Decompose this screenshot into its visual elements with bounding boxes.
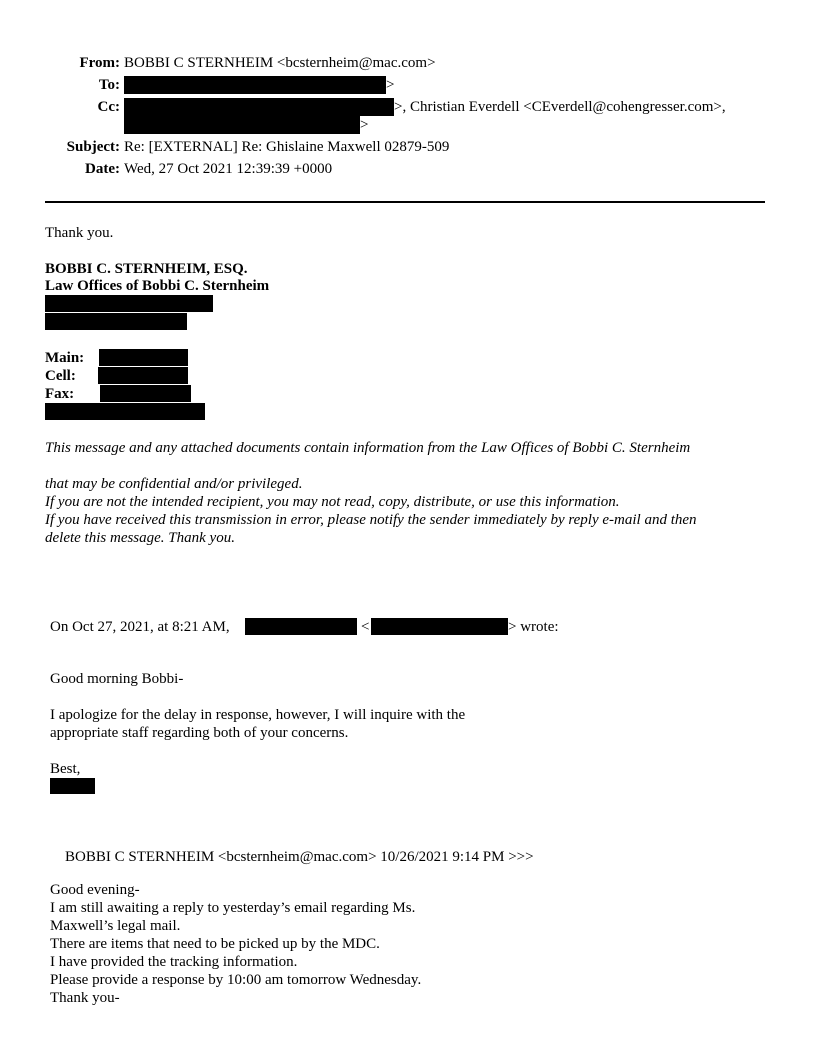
thank-you-text: Thank you.	[45, 225, 114, 241]
redaction-address-2	[45, 313, 187, 330]
cc-suffix: >, Christian Everdell <CEverdell@cohengresser.com>,	[394, 99, 726, 115]
redaction-address-1	[45, 295, 213, 312]
subject-value: Re: [EXTERNAL] Re: Ghislaine Maxwell 02879-509	[124, 139, 450, 155]
disclaimer-line-3: If you are not the intended recipient, you may not read, copy, distribute, or use this information.	[45, 494, 620, 510]
quote2-line-6: Please provide a response by 10:00 am tomorrow Wednesday.	[50, 972, 422, 988]
disclaimer-line-1: This message and any attached documents contain information from the Law Offices of Bobbi C. Sternheim	[45, 440, 691, 456]
fax-label: Fax:	[45, 386, 75, 402]
redaction-email	[45, 403, 205, 420]
disclaimer-line-4: If you have received this transmission in error, please notify the sender immediately by reply e-mail and then	[45, 512, 697, 528]
date-label: Date:	[85, 161, 120, 177]
signature-name: BOBBI C. STERNHEIM, ESQ.	[45, 261, 248, 277]
redaction-cc-1	[124, 98, 394, 116]
quote2-line-2: I am still awaiting a reply to yesterday’s email regarding Ms.	[50, 900, 416, 916]
redaction-cell	[98, 367, 188, 384]
quote2-line-1: Good evening-	[50, 882, 140, 898]
quote-intro-mid: <	[361, 619, 370, 635]
redaction-main	[99, 349, 188, 366]
cc-label: Cc:	[97, 99, 120, 115]
quote-line-1: I apologize for the delay in response, however, I will inquire with the	[50, 707, 466, 723]
redaction-cc-2	[124, 116, 360, 134]
main-label: Main:	[45, 350, 85, 366]
quote-line-2: appropriate staff regarding both of your concerns.	[50, 725, 349, 741]
subject-label: Subject:	[66, 139, 120, 155]
quote2-line-4: There are items that need to be picked up by the MDC.	[50, 936, 380, 952]
date-value: Wed, 27 Oct 2021 12:39:39 +0000	[124, 161, 333, 177]
to-suffix: >	[386, 77, 395, 93]
cell-label: Cell:	[45, 368, 76, 384]
redaction-sender-email	[371, 618, 508, 635]
quote-intro-suffix: > wrote:	[508, 619, 559, 635]
quote-greeting: Good morning Bobbi-	[50, 671, 184, 687]
redaction-to	[124, 76, 386, 94]
quote2-header: BOBBI C STERNHEIM <bcsternheim@mac.com> 10/26/2021 9:14 PM >>>	[65, 849, 534, 865]
redaction-signoff-name	[50, 778, 95, 794]
signature-firm: Law Offices of Bobbi C. Sternheim	[45, 278, 270, 294]
to-label: To:	[98, 77, 120, 93]
quote2-line-5: I have provided the tracking information.	[50, 954, 298, 970]
quote-closing: Best,	[50, 761, 81, 777]
redaction-fax	[100, 385, 191, 402]
cc-line2-suffix: >	[360, 117, 369, 133]
quote2-line-3: Maxwell’s legal mail.	[50, 918, 181, 934]
quote2-line-7: Thank you-	[50, 990, 120, 1006]
from-value: BOBBI C STERNHEIM <bcsternheim@mac.com>	[124, 55, 436, 71]
disclaimer-line-2: that may be confidential and/or privileged.	[45, 476, 303, 492]
from-label: From:	[79, 55, 120, 71]
header-divider	[45, 201, 765, 203]
redaction-sender-name	[245, 618, 357, 635]
disclaimer-line-5: delete this message. Thank you.	[45, 530, 235, 546]
quote-intro-prefix: On Oct 27, 2021, at 8:21 AM,	[50, 619, 230, 635]
